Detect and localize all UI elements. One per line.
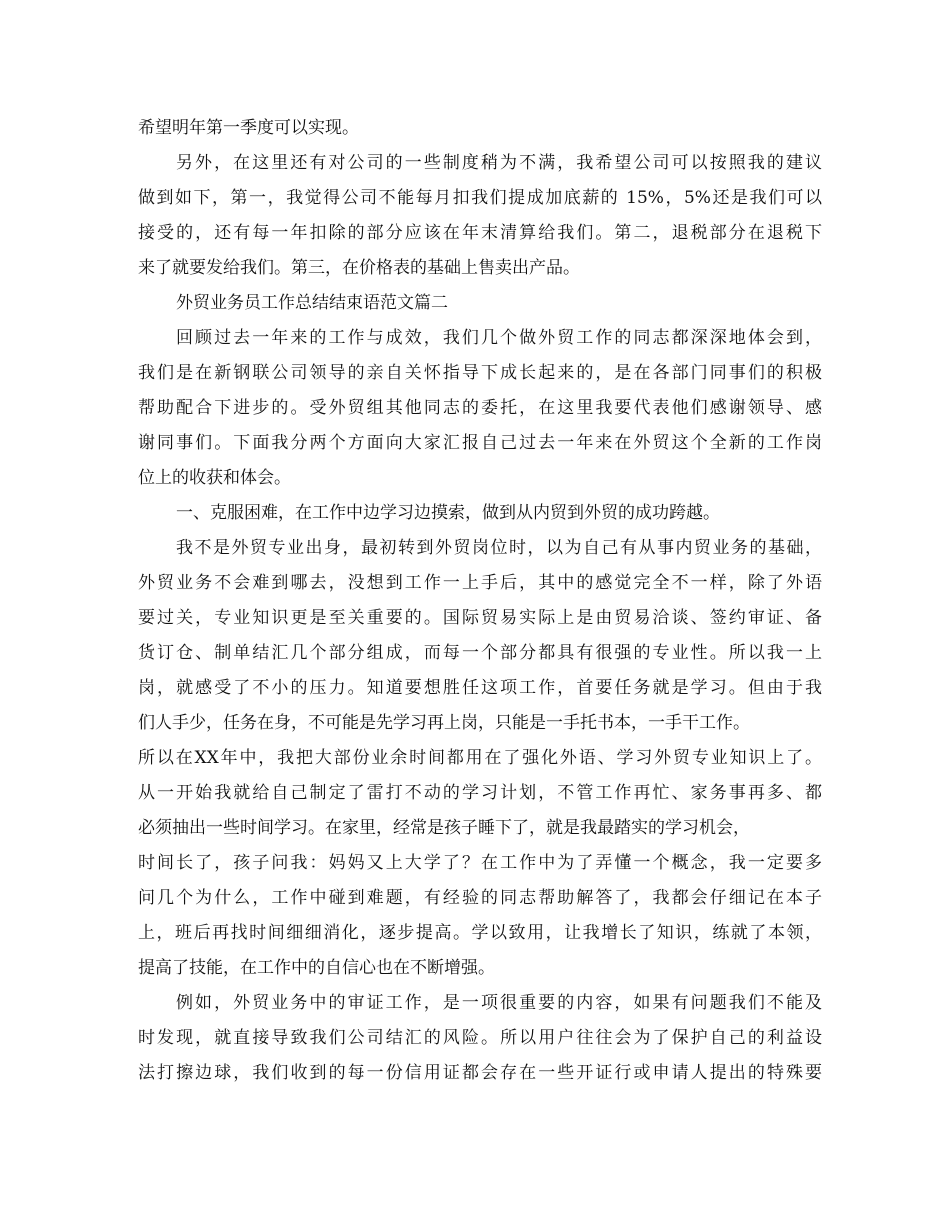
text-line: 问几个为什么，工作中碰到难题，有经验的同志帮助解答了，我都会仔细记在本子	[138, 888, 822, 908]
text-line: 外贸业务不会难到哪去，没想到工作一上手后，其中的感觉完全不一样，除了外语	[138, 573, 822, 593]
text-line: 岗，就感受了不小的压力。知道要想胜任这项工作，首要任务就是学习。但由于我	[138, 678, 822, 698]
text-line: 从一开始我就给自己制定了雷打不动的学习计划，不管工作再忙、家务事再多、都	[138, 783, 822, 803]
document-body	[138, 111, 822, 1091]
text-line: 谢同事们。下面我分两个方面向大家汇报自己过去一年来在外贸这个全新的工作岗	[138, 433, 822, 453]
text-line: 回顾过去一年来的工作与成效，我们几个做外贸工作的同志都深深地体会到，	[176, 328, 822, 348]
text-line: 一、克服困难，在工作中边学习边摸索，做到从内贸到外贸的成功跨越。	[176, 503, 720, 523]
text-line: 我不是外贸专业出身，最初转到外贸岗位时，以为自己有从事内贸业务的基础，	[176, 538, 822, 558]
text-line: 提高了技能，在工作中的自信心也在不断增强。	[138, 958, 495, 978]
text-line: 要过关，专业知识更是至关重要的。国际贸易实际上是由贸易洽谈、签约审证、备	[138, 608, 822, 628]
text-line: 时间长了，孩子问我：妈妈又上大学了？在工作中为了弄懂一个概念，我一定要多	[138, 853, 822, 873]
text-line: 时发现，就直接导致我们公司结汇的风险。所以用户往往会为了保护自己的利益设	[138, 1028, 822, 1048]
text-line: 做到如下，第一，我觉得公司不能每月扣我们提成加底薪的 15%，5%还是我们可以	[138, 188, 822, 208]
text-line: 货订仓、制单结汇几个部分组成，而每一个部分都具有很强的专业性。所以我一上	[138, 643, 822, 663]
text-line: 另外，在这里还有对公司的一些制度稍为不满，我希望公司可以按照我的建议	[176, 153, 822, 173]
text-line: 我们是在新钢联公司领导的亲自关怀指导下成长起来的，是在各部门同事们的积极	[138, 363, 822, 383]
text-line: 接受的，还有每一年扣除的部分应该在年末清算给我们。第二，退税部分在退税下	[138, 223, 822, 243]
text-line: 例如，外贸业务中的审证工作，是一项很重要的内容，如果有问题我们不能及	[176, 993, 822, 1013]
text-line: 所以在XX年中，我把大部份业余时间都用在了强化外语、学习外贸专业知识上了。	[138, 748, 822, 768]
text-line: 们人手少，任务在身，不可能是先学习再上岗，只能是一手托书本，一手干工作。	[138, 713, 750, 733]
section-heading: 外贸业务员工作总结结束语范文篇二	[176, 293, 448, 313]
text-line: 来了就要发给我们。第三，在价格表的基础上售卖出产品。	[138, 258, 580, 278]
text-line: 上，班后再找时间细细消化，逐步提高。学以致用，让我增长了知识，练就了本领，	[138, 923, 822, 943]
text-line: 必须抽出一些时间学习。在家里，经常是孩子睡下了，就是我最踏实的学习机会，	[138, 818, 750, 838]
text-line: 希望明年第一季度可以实现。	[138, 118, 359, 138]
text-line: 帮助配合下进步的。受外贸组其他同志的委托，在这里我要代表他们感谢领导、感	[138, 398, 822, 418]
text-line: 法打擦边球，我们收到的每一份信用证都会存在一些开证行或申请人提出的特殊要	[138, 1063, 822, 1083]
text-line: 位上的收获和体会。	[138, 468, 291, 488]
